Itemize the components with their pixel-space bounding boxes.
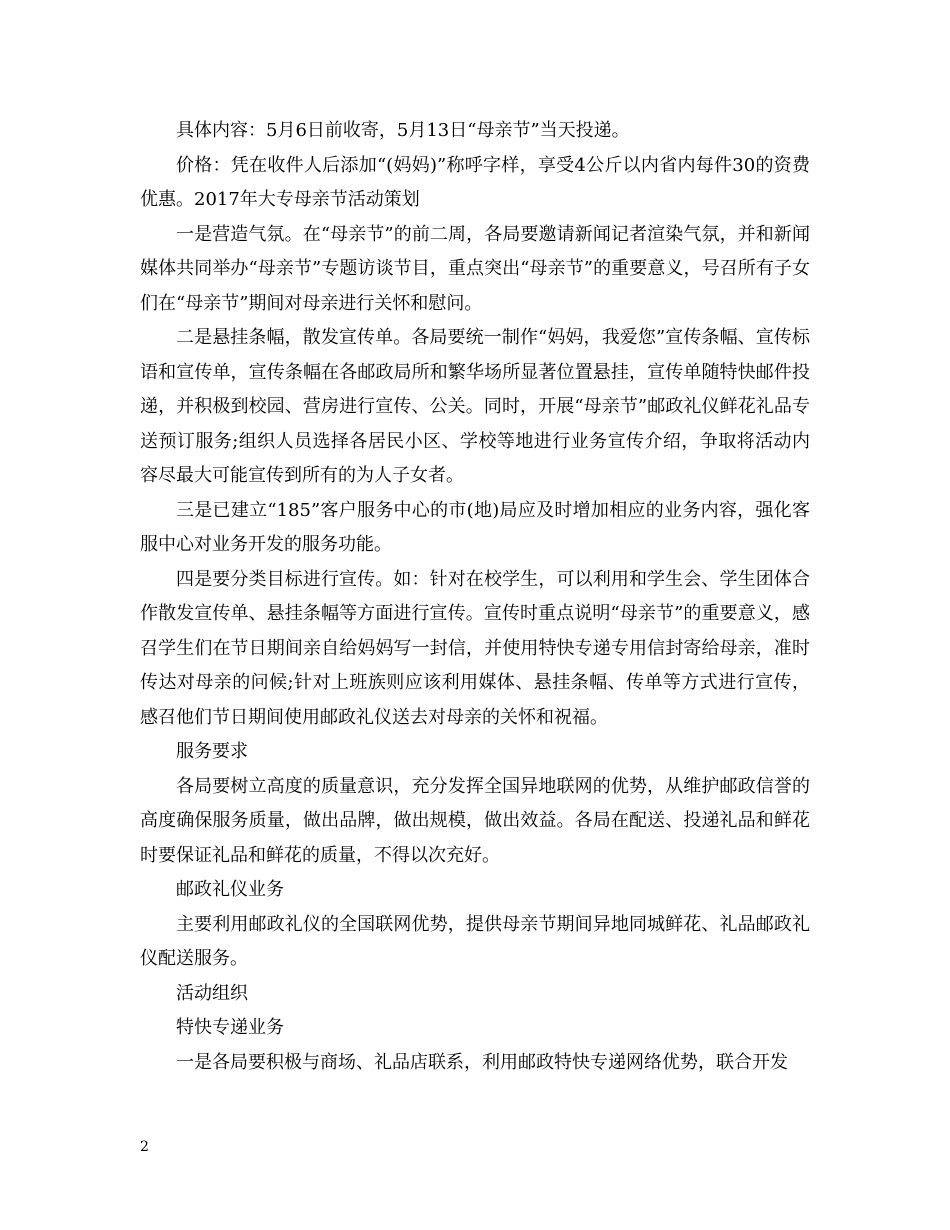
- paragraph-atmosphere: 一是营造气氛。在“母亲节”的前二周，各局要邀请新闻记者渲染气氛，并和新闻媒体共同举办“母亲节”专题访谈节目，重点突出“母亲节”的重要意义，号召所有子女们在“母亲节”期间对母亲进行关怀和慰问。: [140, 223, 810, 314]
- paragraph-targeted-promotion: 四是要分类目标进行宣传。如：针对在校学生，可以利用和学生会、学生团体合作散发宣传单、悬挂条幅等方面进行宣传。宣传时重点说明“母亲节”的重要意义，感召学生们在节日期间亲自给妈妈写一封信，并使用特快专递专用信封寄给母亲，准时传达对母亲的问候;针对上班族则应该利用媒体、悬挂条幅、传单等方式进行宣传，感召他们节日期间使用邮政礼仪送去对母亲的关怀和祝福。: [140, 568, 810, 728]
- page-number: 2: [140, 1139, 149, 1155]
- heading-service-requirements: 服务要求: [176, 741, 248, 762]
- paragraph-service-center: 三是已建立“185”客户服务中心的市(地)局应及时增加相应的业务内容，强化客服中心对业务开发的服务功能。: [140, 499, 810, 555]
- heading-postal-gift-business: 邮政礼仪业务: [176, 879, 284, 900]
- paragraph-content-details: 具体内容：5月6日前收寄，5月13日“母亲节”当天投递。: [176, 120, 630, 141]
- paragraph-price: 价格：凭在收件人后添加“(妈妈)”称呼字样，享受4公斤以内省内每件30的资费优惠。2017年大专母亲节活动策划: [140, 154, 810, 210]
- paragraph-postal-gift: 主要利用邮政礼仪的全国联网优势，提供母亲节期间异地同城鲜花、礼品邮政礼仪配送服务。: [140, 913, 810, 969]
- paragraph-express-cooperation: 一是各局要积极与商场、礼品店联系，利用邮政特快专递网络优势，联合开发: [176, 1051, 788, 1073]
- paragraph-banners: 二是悬挂条幅，散发宣传单。各局要统一制作“妈妈，我爱您”宣传条幅、宣传标语和宣传单，宣传条幅在各邮政局所和繁华场所显著位置悬挂，宣传单随特快邮件投递，并积极到校园、营房进行宣传、公关。同时，开展“母亲节”邮政礼仪鲜花礼品专送预订服务;组织人员选择各居民小区、学校等地进行业务宣传介绍，争取将活动内容尽最大可能宣传到所有的为人子女者。: [140, 327, 810, 486]
- body-text: [140, 114, 810, 1080]
- paragraph-quality: 各局要树立高度的质量意识，充分发挥全国异地联网的优势，从维护邮政信誉的高度确保服务质量，做出品牌，做出规模，做出效益。各局在配送、投递礼品和鲜花时要保证礼品和鲜花的质量，不得以次充好。: [140, 775, 810, 866]
- heading-express-business: 特快专递业务: [176, 1017, 284, 1038]
- heading-activity-organization: 活动组织: [176, 982, 248, 1004]
